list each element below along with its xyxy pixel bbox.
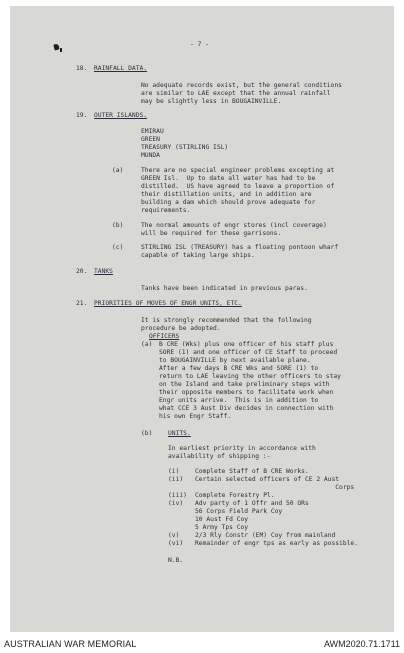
unit-item-number: (v) <box>168 532 180 539</box>
section-19-number: 19. <box>76 112 88 119</box>
section-18-number: 18. <box>76 65 88 72</box>
section-19a-line: GREEN Isl. Up to date all water has had to be <box>141 175 316 182</box>
unit-item-line: 2/3 Rly Constr (EM) Coy from mainland <box>195 532 336 539</box>
section-19c-line: capable of taking large ships. <box>141 252 255 259</box>
para-label: (a) <box>112 167 124 174</box>
unit-item-line: Complete Staff of B CRE Works. <box>195 468 309 475</box>
island-name: EMIRAU <box>141 128 164 135</box>
section-21a-line: to BOUGAINVILLE by next available plane. <box>159 357 311 364</box>
footer-accession-number: AWM2020.71.1711 <box>323 639 400 649</box>
section-19b-line: The normal amounts of engr stores (incl coverage) <box>141 222 327 229</box>
punch-hole-mark <box>53 43 59 50</box>
unit-item-number: (iv) <box>168 500 184 507</box>
section-21a-line: B CRE (Wks) plus one officer of his staff plus <box>159 341 334 348</box>
section-19a-line: requirements. <box>141 207 191 214</box>
para-label: (b) <box>112 222 124 229</box>
section-21a-line: his own Engr Staff. <box>159 413 232 420</box>
section-19c-line: STIRLING ISL (TREASURY) has a floating pontoon wharf <box>141 244 339 251</box>
section-19a-line: distilled. US have agreed to leave a proportion of <box>141 183 335 190</box>
section-21a-line: After a few days B CRE Wks and SORE (1) to <box>159 365 319 372</box>
page-number: - 7 - <box>190 41 209 48</box>
unit-item-line: Adv party of 1 Offr and 50 ORs <box>195 500 309 507</box>
section-20-line: Tanks have been indicated in previous paras. <box>141 285 308 292</box>
section-21a-line: what CCE 3 Aust Div decides in connection with <box>159 405 334 412</box>
section-21-number: 21. <box>76 300 88 307</box>
section-21-intro-line: procedure be adopted. <box>141 325 221 332</box>
section-18-heading: RAINFALL DATA. <box>94 65 148 72</box>
section-18-line: may be slightly less in BOUGAINVILLE. <box>141 98 282 105</box>
unit-item-line: Corps <box>195 484 355 491</box>
unit-item-line: Complete Forestry Pl. <box>195 492 275 499</box>
unit-item-line: Certain selected officers of CE 2 Aust <box>195 476 340 483</box>
unit-item-line: 5 Army Tps Coy <box>195 524 249 531</box>
unit-item-line: 56 Corps Field Park Coy <box>195 508 283 515</box>
unit-item-number: (iii) <box>168 492 187 499</box>
footer-institution: AUSTRALIAN WAR MEMORIAL <box>4 639 137 649</box>
section-19a-line: There are no special engineer problems excepting at <box>141 167 335 174</box>
section-21a-line: Engr units arrive. This is in addition to <box>159 397 319 404</box>
para-label: (b) <box>141 430 153 437</box>
section-20-number: 20. <box>76 268 88 275</box>
section-19b-line: will be required for these garrisons. <box>141 230 282 237</box>
unit-item-number: (i) <box>168 468 180 475</box>
section-21-intro-line: It is strongly recommended that the following <box>141 317 312 324</box>
document-page <box>10 6 394 632</box>
section-19a-line: building a dam which should prove adequate for <box>141 199 316 206</box>
section-19-heading: OUTER ISLANDS. <box>94 112 148 119</box>
section-20-heading: TANKS <box>94 268 113 275</box>
unit-item-line: Remainder of engr tps as early as possible. <box>195 540 359 547</box>
section-21a-line: their opposite members to facilitate work when <box>159 389 334 396</box>
units-intro-line: availability of shipping :- <box>168 453 271 460</box>
section-19a-line: their distillation units, and in addition are <box>141 191 312 198</box>
units-heading: UNITS. <box>168 430 191 437</box>
unit-item-line: 10 Aust Fd Coy <box>195 516 249 523</box>
section-21-heading: PRIORITIES OF MOVES OF ENGR UNITS, ETC. <box>94 300 242 307</box>
unit-item-number: (ii) <box>168 476 184 483</box>
island-name: TREASURY (STIRLING ISL) <box>141 144 229 151</box>
section-21a-line: return to LAE leaving the other officers to stay <box>159 373 341 380</box>
section-18-line: are similar to LAE except that the annual rainfall <box>141 90 331 97</box>
section-21a-line: SORE (1) and one officer of CE Staff to proceed <box>159 349 338 356</box>
ink-mark <box>60 48 62 52</box>
section-18-line: No adequate records exist, but the general conditions <box>141 82 342 89</box>
island-name: GREEN <box>141 136 160 143</box>
archive-footer <box>0 635 404 653</box>
closing-note: N.B. <box>168 557 184 564</box>
officers-heading: OFFICERS <box>149 333 180 340</box>
units-intro-line: In earliest priority in accordance with <box>168 445 316 452</box>
para-label: (c) <box>112 244 124 251</box>
island-name: MUNDA <box>141 152 160 159</box>
section-21a-line: on the Island and take preliminary steps with <box>159 381 330 388</box>
unit-item-number: (vi) <box>168 540 184 547</box>
para-label: (a) <box>141 341 153 348</box>
